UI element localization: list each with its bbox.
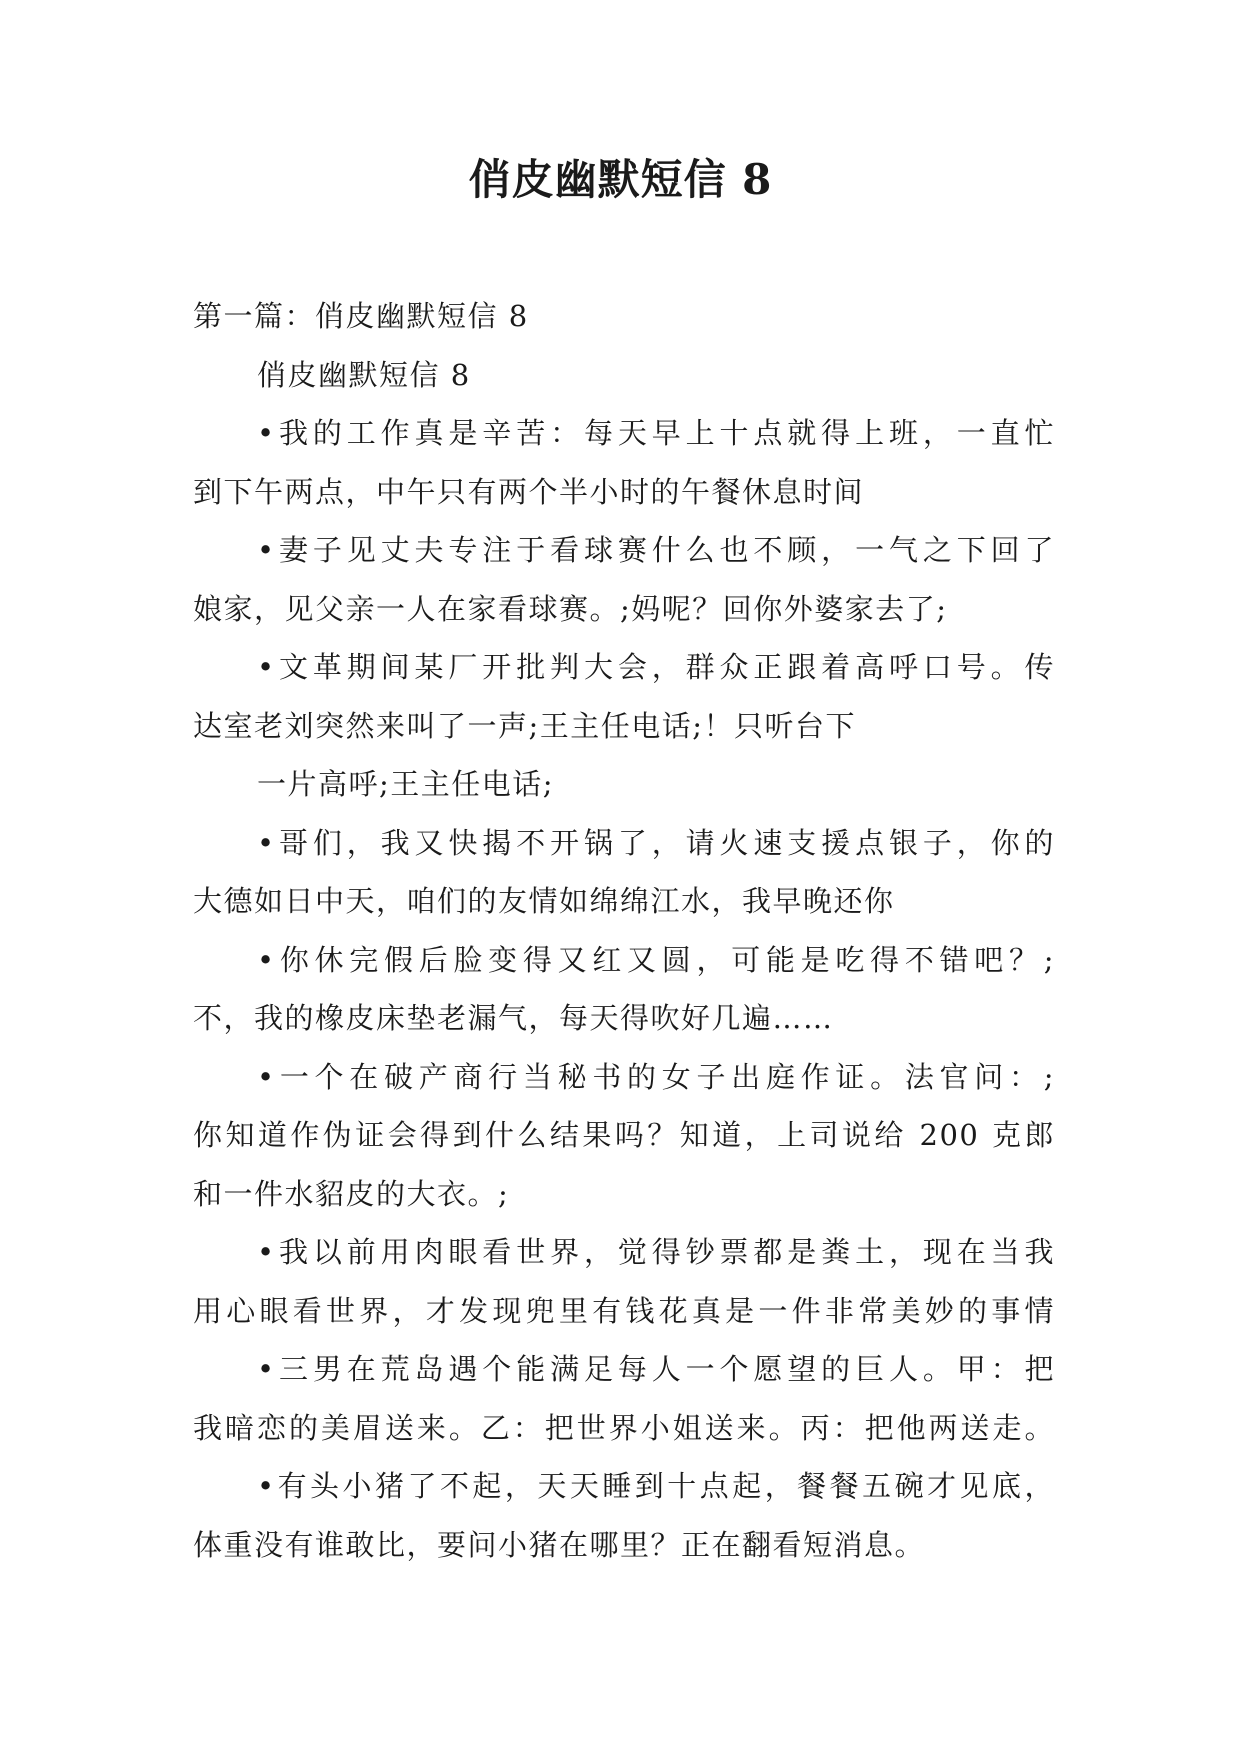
paragraph-line: •有头小猪了不起，天天睡到十点起，餐餐五碗才见底，: [257, 1469, 1055, 1503]
paragraph-line: 不，我的橡皮床垫老漏气，每天得吹好几遍……: [193, 1001, 834, 1035]
paragraph-line: 到下午两点，中午只有两个半小时的午餐休息时间: [193, 474, 865, 509]
paragraph-line: 达室老刘突然来叫了一声;王主任电话;！只听台下: [193, 708, 857, 743]
document-title: 俏皮幽默短信 8: [468, 155, 773, 204]
paragraph-line: •我以前用肉眼看世界，觉得钞票都是粪土，现在当我: [257, 1235, 1055, 1269]
paragraph-line: •你休完假后脸变得又红又圆，可能是吃得不错吧？;: [257, 942, 1055, 977]
section-heading: 第一篇：俏皮幽默短信 8: [193, 299, 529, 333]
paragraph-line: •三男在荒岛遇个能满足每人一个愿望的巨人。甲：把: [257, 1352, 1055, 1386]
paragraph-line: 娘家，见父亲一人在家看球赛。;妈呢？回你外婆家去了;: [193, 591, 948, 626]
paragraph-line: 你知道作伪证会得到什么结果吗？知道，上司说给 200 克郎: [193, 1118, 1055, 1152]
paragraph-line: •妻子见丈夫专注于看球赛什么也不顾，一气之下回了: [257, 533, 1055, 567]
paragraph-line: 体重没有谁敢比，要问小猪在哪里？正在翻看短消息。: [193, 1527, 926, 1562]
paragraph-line: 和一件水貂皮的大衣。;: [193, 1176, 510, 1211]
paragraph-line: •文革期间某厂开批判大会，群众正跟着高呼口号。传: [257, 650, 1055, 684]
document-body: [193, 287, 1055, 1574]
paragraph-line: 我暗恋的美眉送来。乙：把世界小姐送来。丙：把他两送走。: [193, 1410, 1055, 1445]
paragraph-line: •我的工作真是辛苦：每天早上十点就得上班，一直忙: [257, 416, 1055, 450]
paragraph-line: •一个在破产商行当秘书的女子出庭作证。法官问：;: [257, 1059, 1055, 1094]
paragraph-line: 大德如日中天，咱们的友情如绵绵江水，我早晚还你: [193, 884, 895, 918]
paragraph-line: 用心眼看世界，才发现兜里有钱花真是一件非常美妙的事情: [193, 1293, 1055, 1328]
paragraph-line: 一片高呼;王主任电话;: [257, 767, 555, 801]
subsection-title: 俏皮幽默短信 8: [257, 357, 471, 392]
paragraph-line: •哥们，我又快揭不开锅了，请火速支援点银子，你的: [257, 825, 1055, 860]
